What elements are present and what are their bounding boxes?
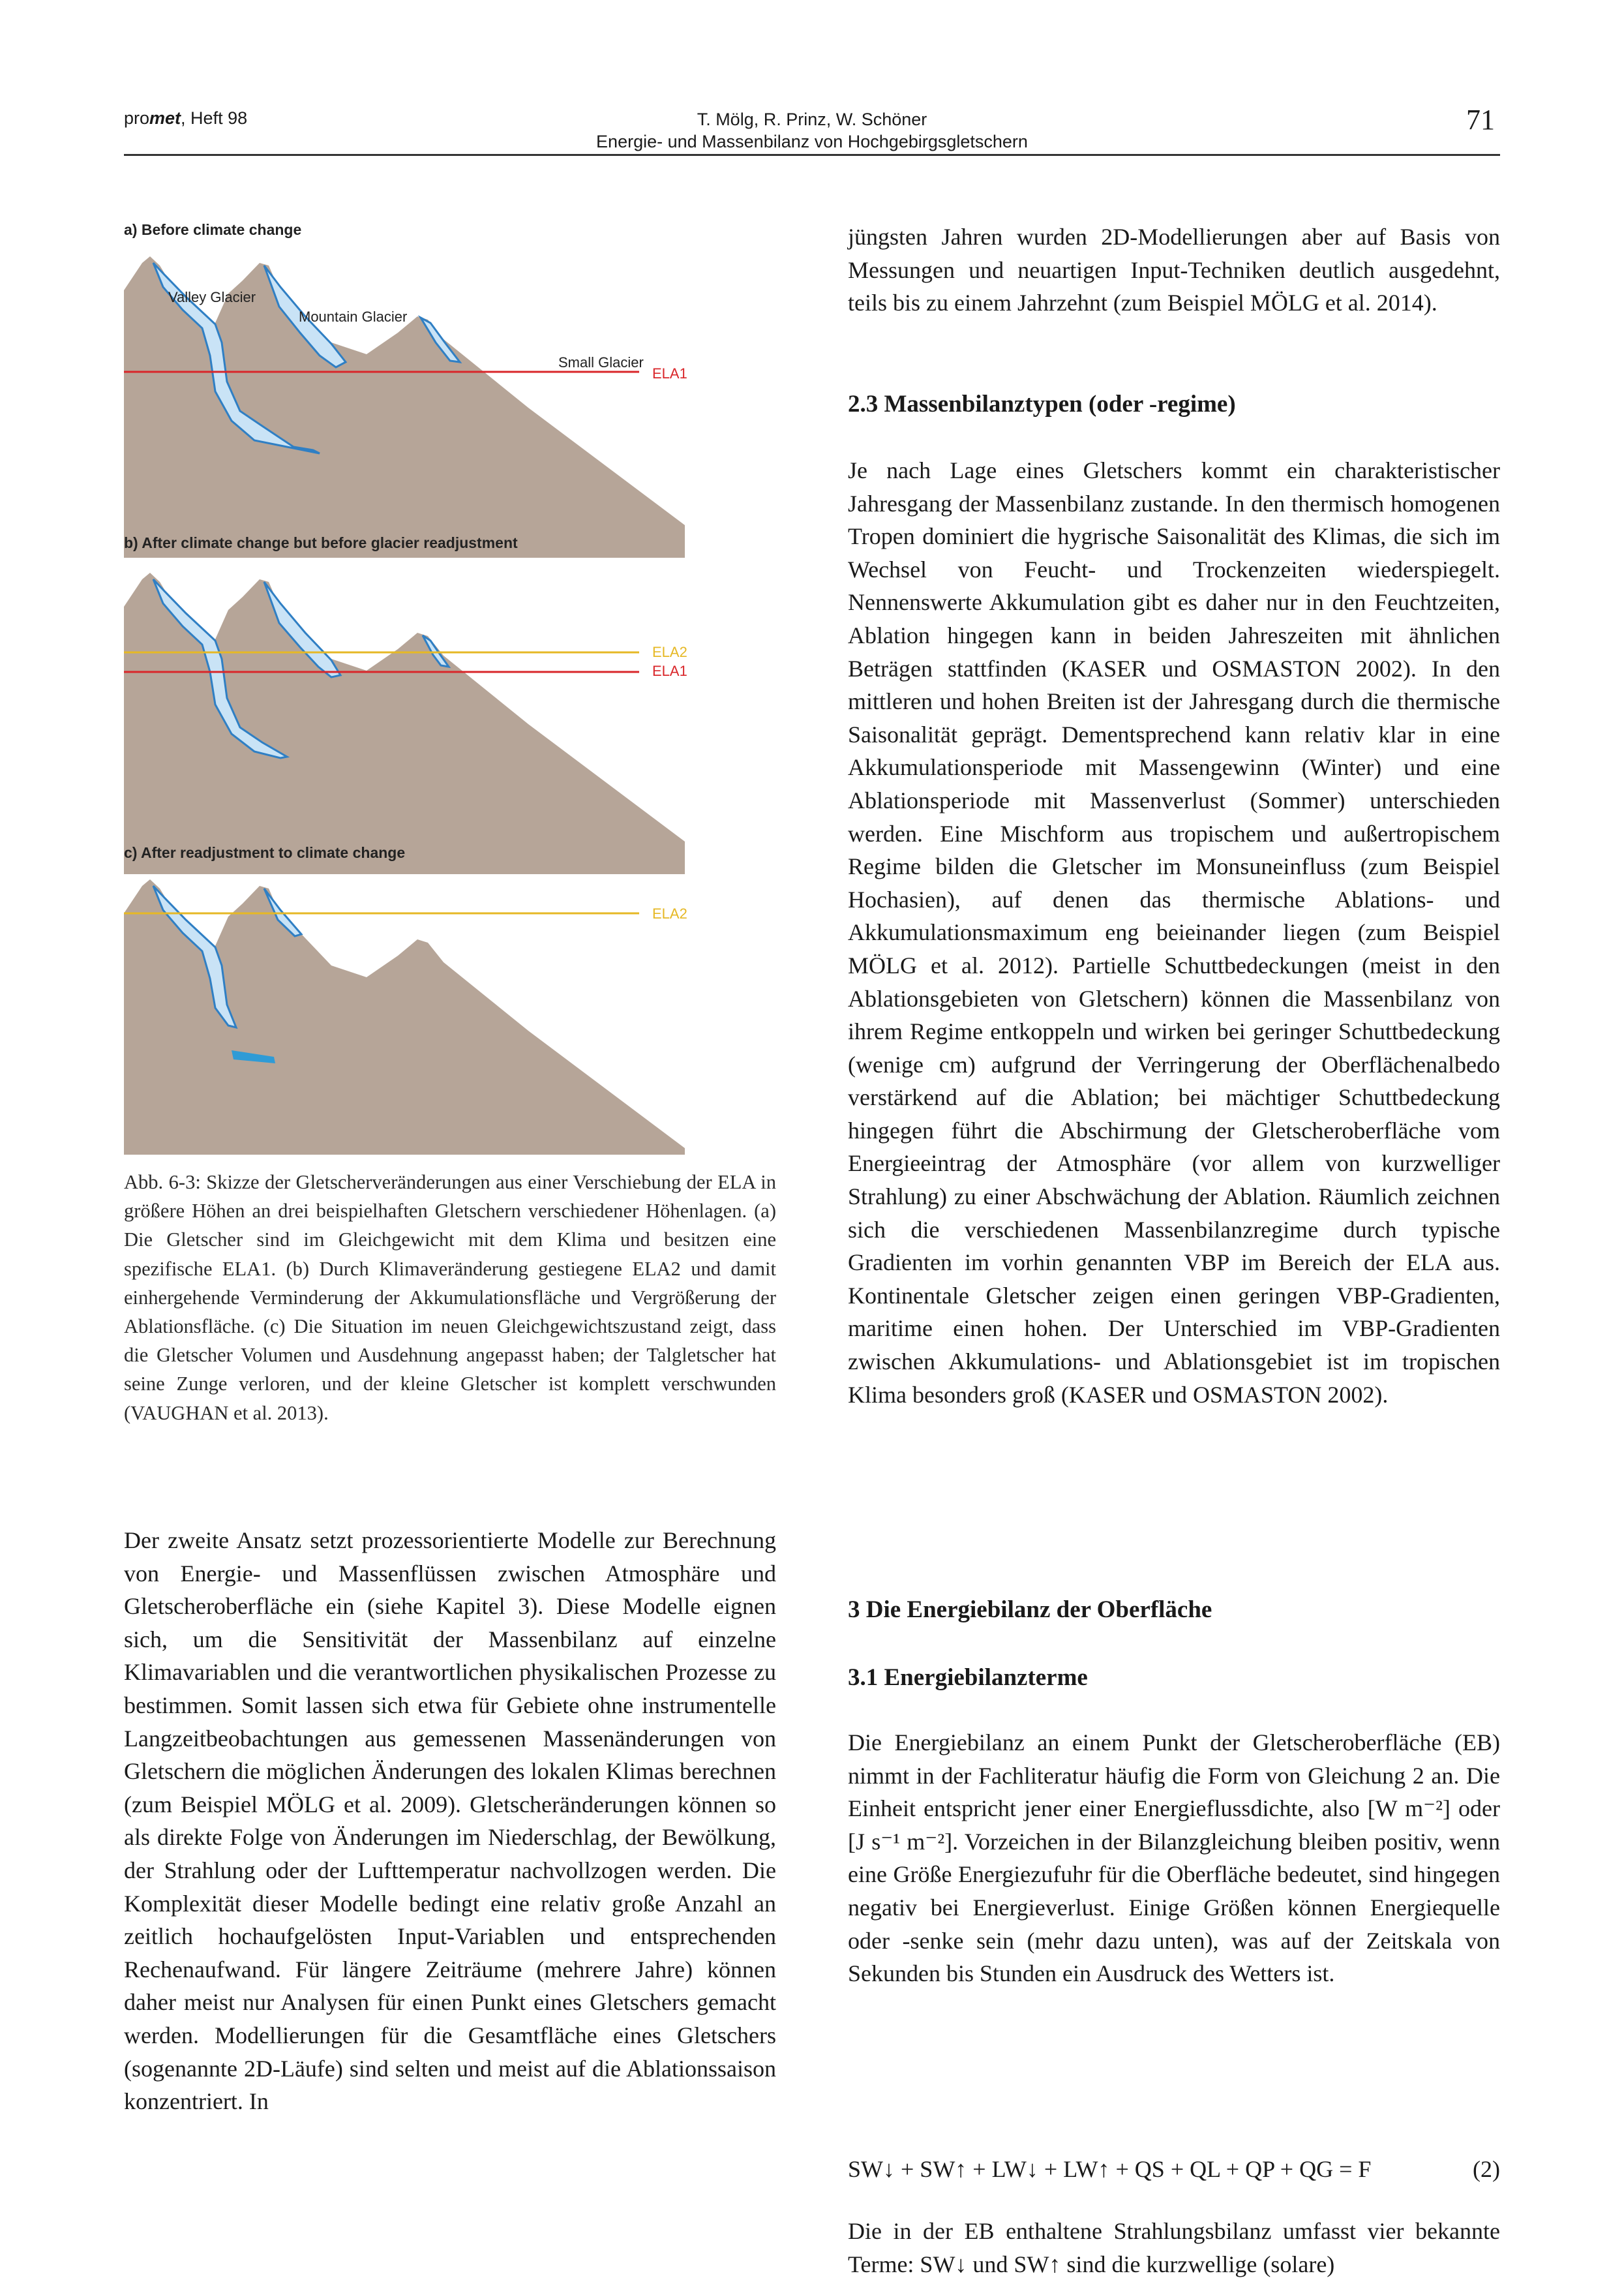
panel-c <box>124 844 687 1155</box>
section-heading-3: 3 Die Energiebilanz der Oberfläche <box>848 1596 1212 1623</box>
right-column-intro <box>848 220 1500 320</box>
equation-number: (2) <box>1473 2156 1500 2182</box>
right-column-2-3 <box>848 454 1500 1411</box>
equation-text: SW↓ + SW↑ + LW↓ + LW↑ + QS + QL + QP + QG = F <box>848 2156 1372 2182</box>
equation-2 <box>848 2155 1500 2183</box>
right-column-3-1 <box>848 1726 1500 1990</box>
ela1-label: ELA1 <box>652 365 687 382</box>
panel-b-title: b) After climate change but before glacier readjustment <box>124 534 518 551</box>
valley-glacier-label: Valley Glacier <box>168 289 256 305</box>
panel-a <box>124 221 687 558</box>
ela1-label: ELA1 <box>652 663 687 679</box>
paragraph-radiation-balance: Die in der EB enthaltene Strahlungsbilanz umfasst vier bekannte Terme: SW↓ und SW↑ sind die kurzwellige (solare) <box>848 2218 1500 2277</box>
ela2-label: ELA2 <box>652 644 687 660</box>
paragraph-2d-models: jüngsten Jahren wurden 2D-Modellierungen aber auf Basis von Messungen und neuartigen Input-Techniken deutlich ausgedehnt, teils bis zu einem Jahrzehnt (zum Beispiel MÖLG et al. 2014). <box>848 224 1500 316</box>
section-heading-3-1: 3.1 Energiebilanzterme <box>848 1664 1088 1691</box>
glacier-figure-svg <box>124 215 802 1155</box>
left-column <box>124 1524 776 2118</box>
journal-name: promet, Heft 98 <box>124 108 248 128</box>
panel-c-title: c) After readjustment to climate change <box>124 844 406 861</box>
panel-b <box>124 534 687 874</box>
mountain-rock <box>124 879 685 1155</box>
paragraph-mass-balance-types: Je nach Lage eines Gletschers kommt ein charakteristischer Jahresgang der Massenbilanz zustande. In den thermisch homogenen Tropen dominiert die hygrische Saisonalität des Klimas, die sich im Wechsel von Feucht- und Trockenzeiten wiederspiegelt. Nennenswerte Akkumulation gibt es daher nur in den Feuchtzeiten, Ablation hingegen kann in beiden Jahreszeiten mit ähnlichen Beträgen stattfinden (KASER und OSMASTON 2002). In den mittleren und hohen Breiten ist der Jahresgang durch die thermische Saisonalität geprägt. Dementsprechend kann relativ klar in eine Akkumulationsperiode mit Massengewinn (Winter) und eine Ablationsperiode mit Massenverlust (Sommer) unterschieden werden. Eine Mischform aus tropischem und außertropischem Regime bilden die Gletscher im Monsuneinfluss (zum Beispiel Hochasien), auf denen das thermische Ablations- und Akkumulationsmaximum eng beieinander liegen (zum Beispiel MÖLG et al. 2012). Partielle Schuttbedeckungen (meist in den Ablationsgebieten von Gletschern) können die Massenbilanz von ihrem Regime entkoppeln und wirken bei geringer Schuttbedeckung (wenige cm) aufgrund der Verringerung der Oberflächenalbedo verstärkend auf die Ablation; bei mächtiger Schuttbedeckung hingegen führt die Abschirmung der Gletscheroberfläche vom Energieeintrag der Atmosphäre (vor allem von kurzwelliger Strahlung) zu einer Abschwächung der Ablation. Räumlich zeichnen sich die verschiedenen Massenbilanzregime durch typische Gradienten im vorhin genannten VBP im Bereich der ELA aus. Kontinentale Gletscher zeigen einen geringen VBP-Gradienten, maritime einen hohen. Der Unterschied im VBP-Gradienten zwischen Akkumulations- und Ablationsgebiet ist im tropischen Klima besonders groß (KASER und OSMASTON 2002). <box>848 457 1500 1408</box>
section-heading-2-3: 2.3 Massenbilanztypen (oder -regime) <box>848 391 1236 418</box>
running-head <box>124 108 1500 153</box>
panel-a-title: a) Before climate change <box>124 221 302 238</box>
authors: T. Mölg, R. Prinz, W. Schöner <box>697 110 927 129</box>
mountain-glacier-label: Mountain Glacier <box>299 309 408 325</box>
mountain-rock <box>124 573 685 874</box>
ela2-label: ELA2 <box>652 905 687 922</box>
small-glacier-label: Small Glacier <box>558 354 644 371</box>
page-header <box>124 103 1500 155</box>
figure-glacier-ela <box>124 215 802 1155</box>
paragraph-energy-balance: Die Energiebilanz an einem Punkt der Gletscheroberfläche (EB) nimmt in der Fachliteratur häufig die Form von Gleichung 2 an. Die Einheit entspricht jener einer Energieflussdichte, also [W m⁻²] oder [J s⁻¹ m⁻²]. Vorzeichen in der Bilanzgleichung bleiben positiv, wenn eine Größe Energiezufuhr für die Oberfläche bedeutet, sind hingegen negativ bei Energieverlust. Einige Größen können Energiequelle oder -senke sein (mehr dazu unten), was auf der Zeitskala von Sekunden bis Stunden ein Ausdruck des Wetters ist. <box>848 1729 1500 1987</box>
page-number: 71 <box>1466 104 1495 136</box>
figure-caption: Abb. 6-3: Skizze der Gletscherveränderungen aus einer Verschiebung der ELA in größere Höhen an drei beispielhaften Gletschern verschiedener Höhenlagen. (a) Die Gletscher sind im Gleichgewicht mit dem Klima und besitzen eine spezifische ELA1. (b) Durch Klimaveränderung gestiegene ELA2 und damit einhergehende Verminderung der Akkumulationsfläche und Vergrößerung der Ablationsfläche. (c) Die Situation im neuen Gleichgewichtszustand zeigt, dass die Gletscher Volumen und Ausdehnung angepasst haben; der Talgletscher hat seine Zunge verloren, und der kleine Gletscher ist komplett verschwunden (VAUGHAN et al. 2013). <box>124 1171 776 1424</box>
header-rule <box>124 154 1500 156</box>
paragraph-process-models: Der zweite Ansatz setzt prozessorientierte Modelle zur Berechnung von Energie- und Massenflüssen zwischen Atmosphäre und Gletscheroberfläche ein (siehe Kapitel 3). Diese Modelle eignen sich, um die Sensitivität der Massenbilanz auf einzelne Klimavariablen und die verantwortlichen physikalischen Prozesse zu bestimmen. Somit lassen sich etwa für Gebiete ohne instrumentelle Langzeitbeobachtungen aus gemessenen Massenänderungen von Gletschern die möglichen Änderungen des lokalen Klimas berechnen (zum Beispiel MÖLG et al. 2009). Gletscheränderungen können so als direkte Folge von Änderungen im Niederschlag, der Bewölkung, der Strahlung oder der Lufttemperatur nachvollzogen werden. Die Komplexität dieser Modelle bedingt eine relativ große Anzahl an zeitlich hochaufgelösten Input-Variablen und entsprechenden Rechenaufwand. Für längere Zeiträume (mehrere Jahre) können daher meist nur Analysen für einen Punkt eines Gletschers gemacht werden. Modellierungen für die Gesamtfläche eines Gletschers (sogenannte 2D-Läufe) sind selten und meist auf die Ablationssaison konzentriert. In <box>124 1527 776 2115</box>
running-title: Energie- und Massenbilanz von Hochgebirgsgletschern <box>596 132 1028 151</box>
